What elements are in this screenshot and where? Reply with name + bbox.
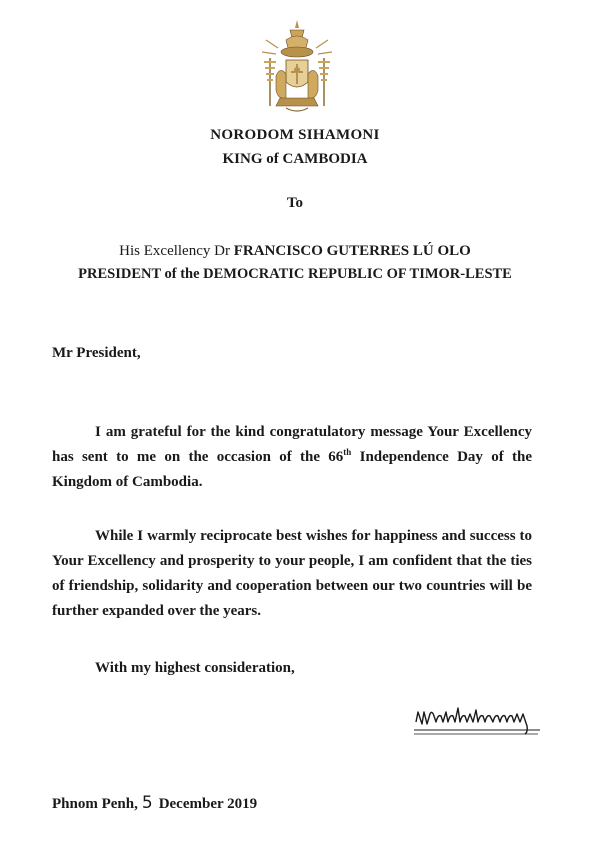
sender-name: NORODOM SIHAMONI <box>210 127 380 143</box>
paragraph-2: While I warmly reciprocate best wishes for happiness and success to Your Excellency and prosperity to your people, I am confident that the ties of friendship, solidarity and cooperation between our two countries will be further expanded over the years. <box>52 528 532 619</box>
sender-title: KING of CAMBODIA <box>222 151 368 167</box>
date-day: 5 <box>141 793 153 813</box>
recipient-title: PRESIDENT of the DEMOCRATIC REPUBLIC OF TIMOR-LESTE <box>78 266 512 282</box>
paragraph-1-text-a: I am grateful for the kind congratulatory message Your Excellency has sent to me on the occasion of the 66 <box>52 424 532 465</box>
signature-icon <box>410 700 545 742</box>
paragraph-1-text-b: Independence Day of the Kingdom of Cambodia. <box>52 449 532 490</box>
place-and-date <box>52 793 257 813</box>
ordinal-suffix: th <box>343 447 352 457</box>
recipient-full-name: FRANCISCO GUTERRES LÚ OLO <box>233 243 471 259</box>
closing-line: With my highest consideration, <box>95 660 295 676</box>
date-month-year: December 2019 <box>158 796 258 812</box>
salutation: Mr President, <box>52 345 141 361</box>
recipient-honorific: His Excellency Dr <box>119 243 230 259</box>
place: Phnom Penh, <box>52 796 138 812</box>
recipient-name <box>0 242 590 260</box>
royal-arms-emblem-icon <box>256 18 338 118</box>
paragraph-1 <box>52 420 532 495</box>
to-line: To <box>286 195 304 211</box>
